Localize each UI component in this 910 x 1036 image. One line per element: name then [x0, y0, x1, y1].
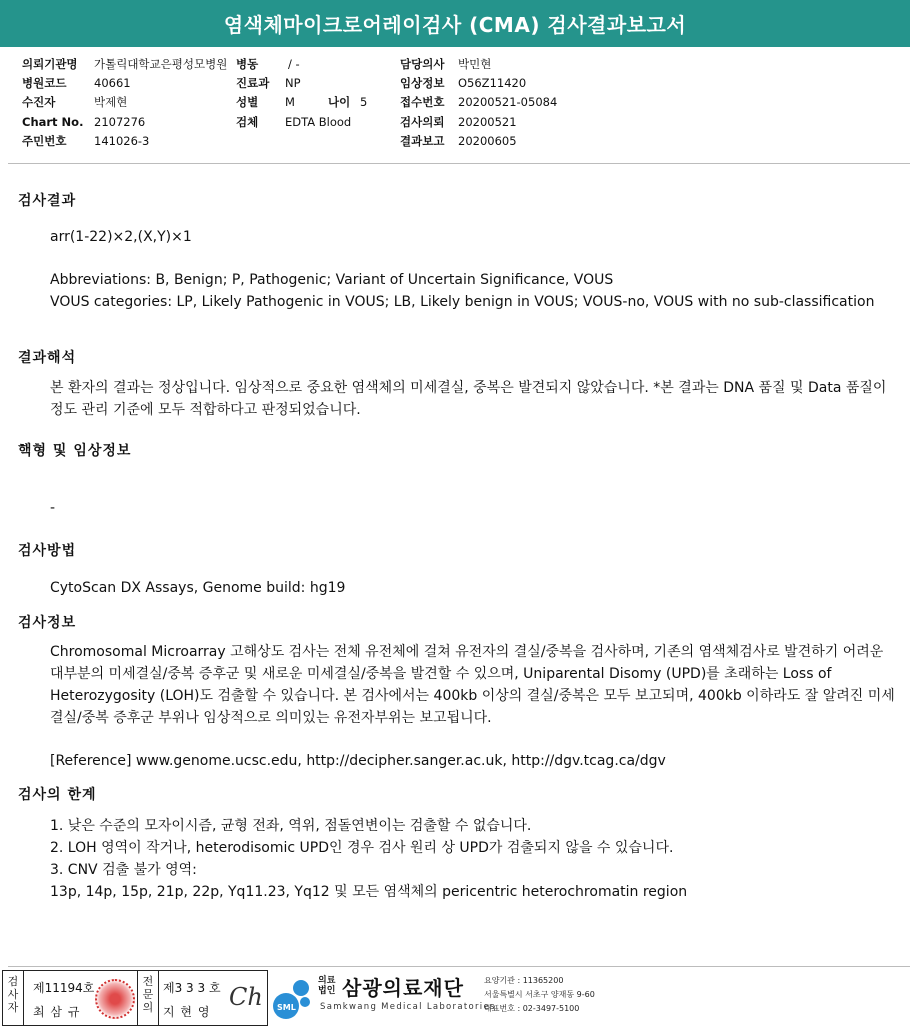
phenotype-text: -	[50, 500, 56, 516]
karyotype-result: arr(1-22)×2,(X,Y)×1	[50, 229, 192, 245]
footer-divider	[8, 966, 910, 967]
specialist-name: 지 현 영	[163, 1005, 211, 1019]
specialist-label: 전문의	[137, 971, 159, 1025]
seal-stamp	[95, 979, 135, 1019]
section-title-limits: 검사의 한계	[18, 787, 97, 803]
org-english-name: Samkwang Medical Laboratories	[320, 1002, 496, 1012]
limit-item: 2. LOH 영역이 작거나, heterodisomic UPD인 경우 검사 원리 상 UPD가 검출되지 않을 수 있습니다.	[50, 840, 674, 856]
tester-license: 제11194호	[33, 981, 95, 995]
org-name: 삼광의료재단	[342, 976, 464, 1000]
svg-text:SML: SML	[277, 1003, 296, 1012]
abbreviations-line: Abbreviations: B, Benign; P, Pathogenic; Variant of Uncertain Significance, VOUS	[50, 272, 614, 288]
section-title-method: 검사방법	[18, 543, 77, 559]
section-title-result: 검사결과	[18, 193, 77, 209]
limit-item: 13p, 14p, 15p, 21p, 22p, Yq11.23, Yq12 및 모든 염색체의 pericentric heterochromatin region	[50, 884, 688, 900]
org-meta: 요양기관 : 11365200 서울특별시 서초구 양재동 9-60 대표번호 : 02-3497-5100	[484, 976, 595, 1013]
reference-text: [Reference] www.genome.ucsc.edu, http://decipher.sanger.ac.uk, http://dgv.tcag.ca/dgv	[50, 753, 666, 769]
section-title-phenotype: 핵형 및 임상정보	[18, 443, 132, 459]
interpretation-text: 본 환자의 결과는 정상입니다. 임상적으로 중요한 염색체의 미세결실, 중복은 발견되지 않았습니다. *본 결과는 DNA 품질 및 Data 품질이 정도 관리 기준에 모두 적합하다고 판정되었습니다.	[50, 380, 887, 418]
tester-label: 검사자	[3, 971, 24, 1025]
report-title: 염색체마이크로어레이검사 (CMA) 검사결과보고서	[0, 0, 910, 47]
section-title-interpretation: 결과해석	[18, 350, 77, 366]
limit-item: 3. CNV 검출 불가 영역:	[50, 862, 197, 878]
vous-categories: VOUS categories: LP, Likely Pathogenic in VOUS; LB, Likely benign in VOUS; VOUS-no, VOUS with no sub-classification	[50, 294, 875, 310]
sml-logo-icon	[272, 974, 312, 1022]
signature-box	[2, 970, 268, 1026]
limit-item: 1. 낮은 수준의 모자이시즘, 균형 전좌, 역위, 점돌연변이는 검출할 수 없습니다.	[50, 818, 532, 834]
tester-name: 최 삼 규	[33, 1005, 81, 1019]
section-title-testinfo: 검사정보	[18, 615, 77, 631]
method-text: CytoScan DX Assays, Genome build: hg19	[50, 580, 346, 596]
divider	[8, 163, 910, 164]
org-type: 의료 법인	[318, 976, 336, 996]
signature: Ch	[229, 983, 263, 1011]
footer	[0, 968, 910, 1036]
testinfo-text: Chromosomal Microarray 고해상도 검사는 전체 유전체에 걸쳐 유전자의 결실/중복을 검사하며, 기존의 염색체검사로 발견하기 어려운 대부분의 미세결실/중복 증후군 및 새로운 미세결실/중복을 발견할 수 있으며, Uniparental Disomy (UPD)를 초래하는 Loss of Heterozygosity (LOH)도 검출할 수 있습니다. 본 검사에서는 400kb 이상의 결실/중복은 모두 보고되며, 400kb 이하라도 잘 알려진 미세결실/중복 증후군 부위나 임상적으로 의미있는 유전자부위는 보고됩니다.	[50, 644, 895, 726]
specialist-license: 제3 3 3 호	[163, 981, 221, 995]
